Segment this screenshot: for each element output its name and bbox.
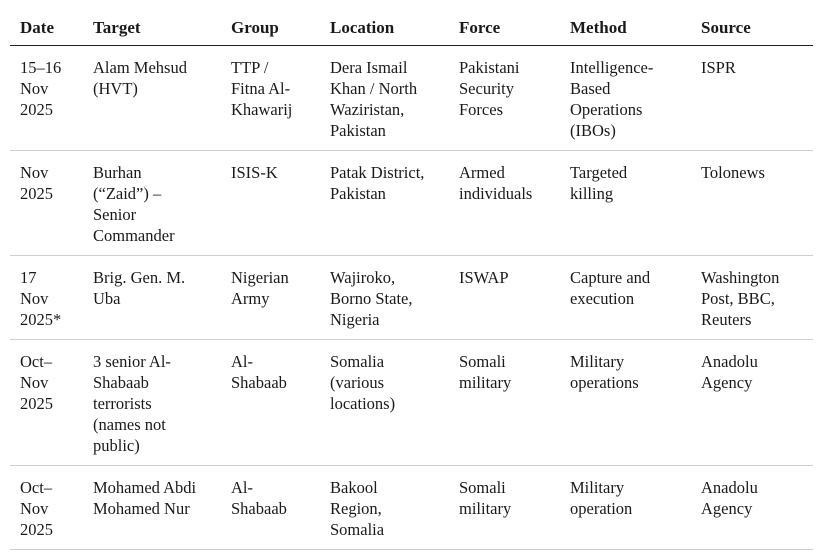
cell-method: Military operation [560,466,691,550]
cell-method: Intelligence- Based Operations (IBOs) [560,46,691,151]
header-date: Date [10,0,83,46]
cell-source: Anadolu Agency [691,340,813,466]
cell-date: 15–16 Nov 2025 [10,46,83,151]
cell-target: 3 senior Al- Shabaab terrorists (names not public) [83,340,221,466]
cell-method: Military operations [560,340,691,466]
cell-group: Nigerian Army [221,256,320,340]
table-row [10,151,813,256]
cell-location: Patak District, Pakistan [320,151,449,256]
cell-force: Somali military [449,466,560,550]
cell-source: Tolonews [691,151,813,256]
header-force: Force [449,0,560,46]
table-header-row [10,0,813,46]
cell-source: Washington Post, BBC, Reuters [691,256,813,340]
cell-method: Targeted killing [560,151,691,256]
cell-location: Wajiroko, Borno State, Nigeria [320,256,449,340]
cell-location: Somalia (various locations) [320,340,449,466]
cell-group: TTP / Fitna Al- Khawarij [221,46,320,151]
cell-source: ISPR [691,46,813,151]
cell-source: Anadolu Agency [691,466,813,550]
header-method: Method [560,0,691,46]
cell-force: ISWAP [449,256,560,340]
cell-location: Dera Ismail Khan / North Waziristan, Pakistan [320,46,449,151]
table-row [10,466,813,550]
cell-target: Burhan (“Zaid”) – Senior Commander [83,151,221,256]
table-row [10,46,813,151]
cell-target: Alam Mehsud (HVT) [83,46,221,151]
cell-date: Oct– Nov 2025 [10,340,83,466]
cell-group: ISIS-K [221,151,320,256]
header-source: Source [691,0,813,46]
cell-date: Oct– Nov 2025 [10,466,83,550]
cell-target: Mohamed Abdi Mohamed Nur [83,466,221,550]
cell-date: 17 Nov 2025* [10,256,83,340]
cell-force: Somali military [449,340,560,466]
cell-group: Al- Shabaab [221,466,320,550]
header-target: Target [83,0,221,46]
cell-target: Brig. Gen. M. Uba [83,256,221,340]
cell-location: Bakool Region, Somalia [320,466,449,550]
cell-force: Pakistani Security Forces [449,46,560,151]
header-group: Group [221,0,320,46]
incidents-table [10,0,813,550]
cell-date: Nov 2025 [10,151,83,256]
table-row [10,340,813,466]
header-location: Location [320,0,449,46]
table-row [10,256,813,340]
cell-group: Al- Shabaab [221,340,320,466]
cell-method: Capture and execution [560,256,691,340]
cell-force: Armed individuals [449,151,560,256]
